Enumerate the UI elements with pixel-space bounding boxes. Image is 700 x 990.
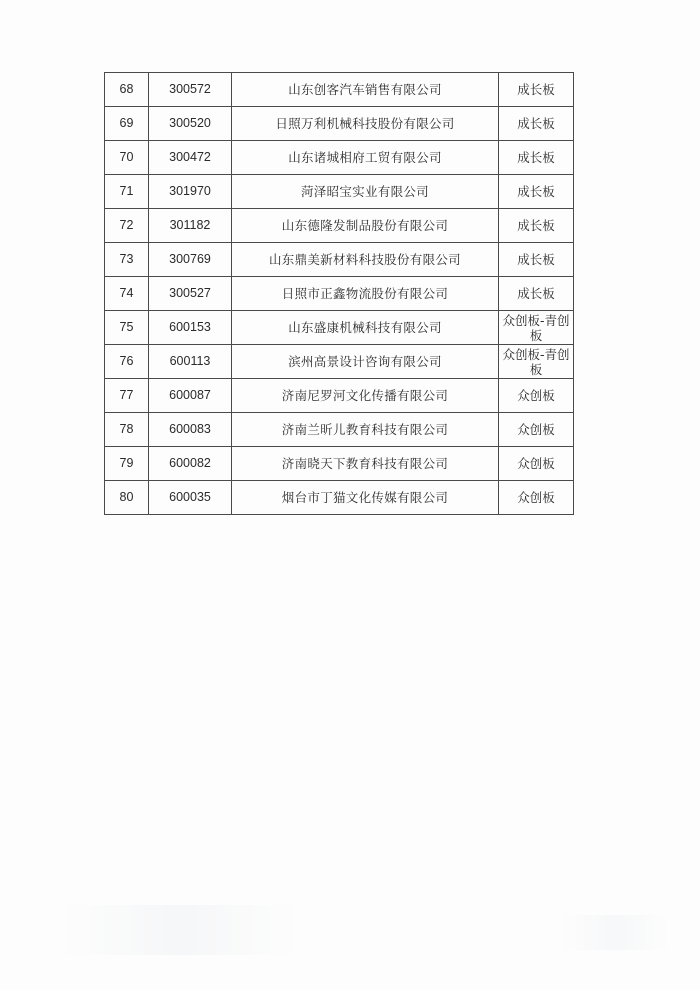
- board-cell: 成长板: [499, 107, 574, 141]
- scan-artifact: [60, 905, 300, 955]
- row-index-cell: 80: [105, 481, 149, 515]
- company-name-cell: 山东德隆发制品股份有限公司: [232, 209, 499, 243]
- company-listing-table: [104, 72, 574, 515]
- company-name-cell: 山东鼎美新材料科技股份有限公司: [232, 243, 499, 277]
- table-row: [105, 243, 574, 277]
- company-name-cell: 菏泽昭宝实业有限公司: [232, 175, 499, 209]
- table-row: [105, 413, 574, 447]
- stock-code-cell: 600083: [149, 413, 232, 447]
- stock-code-cell: 300472: [149, 141, 232, 175]
- board-cell: 成长板: [499, 73, 574, 107]
- row-index-cell: 78: [105, 413, 149, 447]
- table-row: [105, 209, 574, 243]
- row-index-cell: 70: [105, 141, 149, 175]
- row-index-cell: 69: [105, 107, 149, 141]
- table-row: [105, 277, 574, 311]
- company-name-cell: 烟台市丁猫文化传媒有限公司: [232, 481, 499, 515]
- table-row: [105, 345, 574, 379]
- scan-artifact: [560, 915, 670, 950]
- table-row: [105, 379, 574, 413]
- board-cell: 成长板: [499, 141, 574, 175]
- company-name-cell: 济南晓天下教育科技有限公司: [232, 447, 499, 481]
- board-cell: 众创板-青创板: [499, 311, 574, 345]
- row-index-cell: 79: [105, 447, 149, 481]
- stock-code-cell: 600153: [149, 311, 232, 345]
- company-name-cell: 滨州高景设计咨询有限公司: [232, 345, 499, 379]
- company-name-cell: 日照市正鑫物流股份有限公司: [232, 277, 499, 311]
- company-name-cell: 济南尼罗河文化传播有限公司: [232, 379, 499, 413]
- company-name-cell: 日照万利机械科技股份有限公司: [232, 107, 499, 141]
- stock-code-cell: 600113: [149, 345, 232, 379]
- row-index-cell: 68: [105, 73, 149, 107]
- table-row: [105, 481, 574, 515]
- stock-code-cell: 300527: [149, 277, 232, 311]
- stock-code-cell: 600035: [149, 481, 232, 515]
- company-name-cell: 山东盛康机械科技有限公司: [232, 311, 499, 345]
- table-row: [105, 311, 574, 345]
- stock-code-cell: 300769: [149, 243, 232, 277]
- row-index-cell: 73: [105, 243, 149, 277]
- row-index-cell: 74: [105, 277, 149, 311]
- table-row: [105, 73, 574, 107]
- row-index-cell: 75: [105, 311, 149, 345]
- stock-code-cell: 300572: [149, 73, 232, 107]
- row-index-cell: 77: [105, 379, 149, 413]
- company-name-cell: 山东诸城相府工贸有限公司: [232, 141, 499, 175]
- stock-code-cell: 301182: [149, 209, 232, 243]
- board-cell: 成长板: [499, 243, 574, 277]
- board-cell: 成长板: [499, 277, 574, 311]
- table-row: [105, 175, 574, 209]
- stock-code-cell: 300520: [149, 107, 232, 141]
- board-cell: 众创板: [499, 447, 574, 481]
- board-cell: 众创板-青创板: [499, 345, 574, 379]
- board-cell: 成长板: [499, 175, 574, 209]
- board-cell: 众创板: [499, 379, 574, 413]
- stock-code-cell: 600087: [149, 379, 232, 413]
- table-row: [105, 141, 574, 175]
- table-body: [105, 73, 574, 515]
- company-name-cell: 济南兰昕儿教育科技有限公司: [232, 413, 499, 447]
- company-name-cell: 山东创客汽车销售有限公司: [232, 73, 499, 107]
- row-index-cell: 71: [105, 175, 149, 209]
- stock-code-cell: 301970: [149, 175, 232, 209]
- table-row: [105, 447, 574, 481]
- board-cell: 成长板: [499, 209, 574, 243]
- row-index-cell: 76: [105, 345, 149, 379]
- table-row: [105, 107, 574, 141]
- row-index-cell: 72: [105, 209, 149, 243]
- board-cell: 众创板: [499, 413, 574, 447]
- stock-code-cell: 600082: [149, 447, 232, 481]
- board-cell: 众创板: [499, 481, 574, 515]
